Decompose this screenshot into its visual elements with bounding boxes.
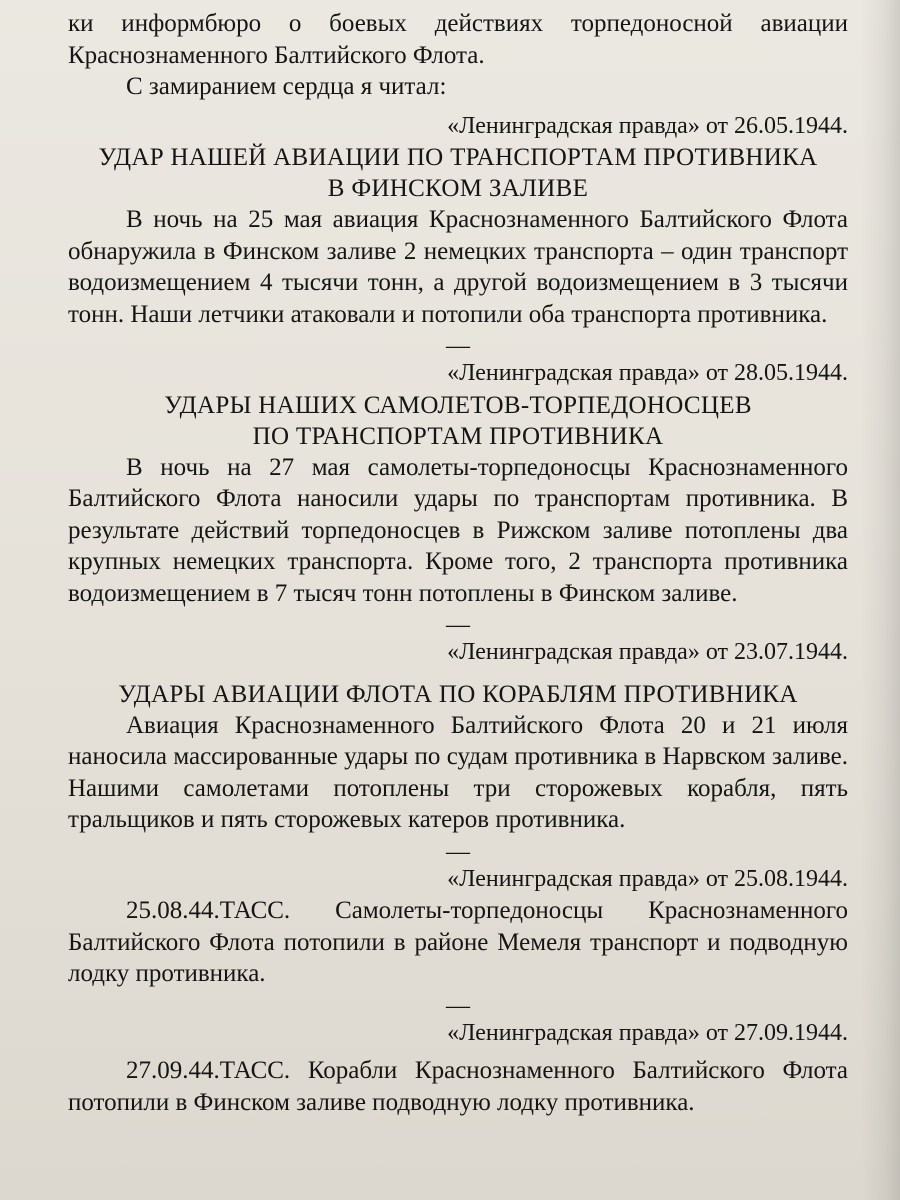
- page-text: [68, 8, 848, 1118]
- article-body: 25.08.44.ТАСС. Самолеты-торпедоносцы Краснознаменного Балтийского Флота потопили в районе Мемеля транспорт и подводную лодку противника.: [68, 897, 848, 987]
- article-body: 27.09.44.ТАСС. Корабли Краснознаменного Балтийского Флота потопили в Финском заливе подводную лодку противника.: [68, 1057, 848, 1116]
- reading-line: С замиранием сердца я читал:: [126, 73, 447, 100]
- article-2: [68, 358, 848, 638]
- separator-dash: —: [446, 992, 470, 1019]
- article-3: [68, 637, 848, 865]
- article-headline-line-2: В ФИНСКОМ ЗАЛИВЕ: [327, 175, 589, 202]
- article-5: [68, 1018, 848, 1119]
- separator-dash: —: [446, 612, 470, 638]
- article-1: [68, 111, 848, 357]
- separator-dash: —: [446, 333, 470, 359]
- article-headline: УДАРЫ НАШИХ САМОЛЕТОВ-ТОРПЕДОНОСЦЕВ: [164, 391, 752, 419]
- article-headline: УДАР НАШЕЙ АВИАЦИИ ПО ТРАНСПОРТАМ ПРОТИВНИКА: [98, 144, 818, 171]
- article-source: «Ленинградская правда» от 28.05.1944.: [447, 360, 848, 386]
- article-source: «Ленинградская правда» от 25.08.1944.: [447, 865, 848, 892]
- article-source: «Ленинградская правда» от 27.09.1944.: [447, 1019, 848, 1046]
- separator-dash: —: [446, 838, 470, 865]
- page-shadow-edge: [860, 0, 900, 1200]
- article-headline-line-2: ПО ТРАНСПОРТАМ ПРОТИВНИКА: [252, 422, 664, 450]
- article-body: В ночь на 25 мая авиация Краснознаменного Балтийского Флота обнаружила в Финском заливе 2 немецких транспорта – один транспорт водоизмещением 4 тысячи тонн, а другой водоизмещением в 3 тысячи тонн. Наши летчики атаковали и потопили оба транспорта противника.: [68, 206, 848, 328]
- article-headline: УДАРЫ АВИАЦИИ ФЛОТА ПО КОРАБЛЯМ ПРОТИВНИКА: [118, 680, 798, 708]
- article-4: [68, 864, 848, 1019]
- article-source: «Ленинградская правда» от 26.05.1944.: [447, 112, 848, 139]
- article-body: Авиация Краснознаменного Балтийского Флота 20 и 21 июля наносила массированные удары по судам противника в Нарвском заливе. Нашими самолетами потоплены три сторожевых корабля, пять тральщиков и пять сторожевых катеров противника.: [68, 711, 848, 833]
- article-source: «Ленинградская правда» от 23.07.1944.: [447, 639, 848, 665]
- intro-paragraph: ки информбюро о боевых действиях торпедоносной авиации Краснознаменного Балтийского Флота.: [68, 10, 848, 69]
- article-body: В ночь на 27 мая самолеты-торпедоносцы Краснознаменного Балтийского Флота наносили удары по транспортам противника. В результате действий торпедоносцев в Рижском заливе потоплены два крупных немецких транспорта. Кроме того, 2 транспорта противника водоизмещением в 7 тысяч тонн потоплены в Финском заливе.: [68, 453, 848, 607]
